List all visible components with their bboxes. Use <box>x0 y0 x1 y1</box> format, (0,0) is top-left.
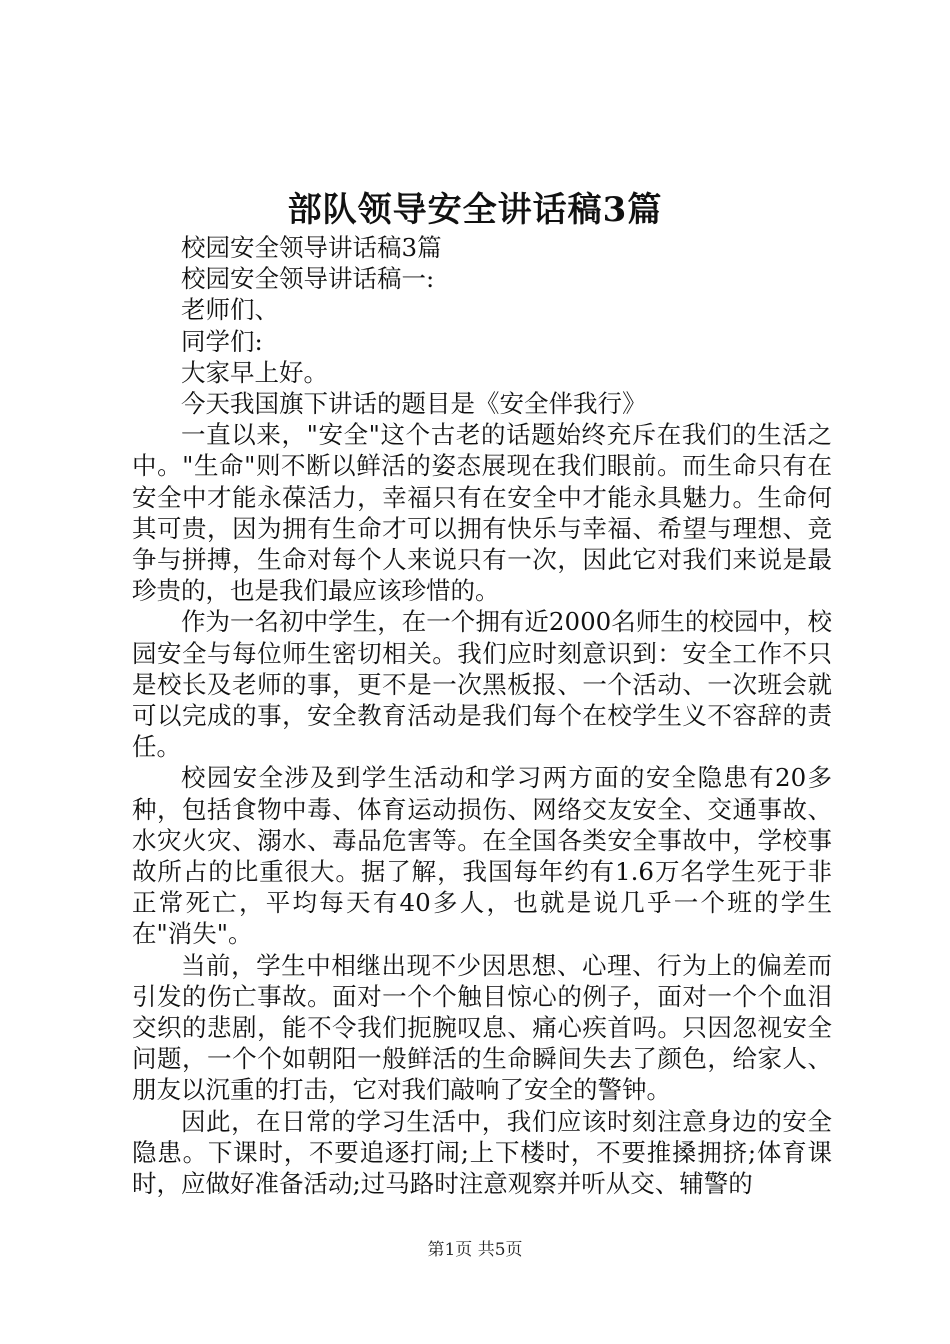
paragraph-heading: 校园安全领导讲话稿一: <box>181 264 435 294</box>
paragraph-body: 校园安全涉及到学生活动和学习两方面的安全隐患有20多种，包括食物中毒、体育运动损伤、网络交友安全、交通事故、水灾火灾、溺水、毒品危害等。在全国各类安全事故中，学校事故所占的比重很大。据了解，我国每年约有1.6万名学生死于非正常死亡，平均每天有40多人，也就是说几乎一个班的学生在"消失"。 <box>132 763 832 949</box>
document-title: 部队领导安全讲话稿3篇 <box>287 190 663 230</box>
paragraph-body: 作为一名初中学生，在一个拥有近2000名师生的校园中，校园安全与每位师生密切相关。我们应时刻意识到：安全工作不只是校长及老师的事，更不是一次黑板报、一个活动、一次班会就可以完成的事，安全教育活动是我们每个在校学生义不容辞的责任。 <box>132 607 832 762</box>
paragraph-good-morning: 大家早上好。 <box>181 357 328 387</box>
paragraph-greeting-teachers: 老师们、 <box>181 295 279 325</box>
paragraph-body: 一直以来，"安全"这个古老的话题始终充斥在我们的生活之中。"生命"则不断以鲜活的姿态展现在我们眼前。而生命只有在安全中才能永葆活力，幸福只有在安全中才能永具魅力。生命何其可贵，因为拥有生命才可以拥有快乐与幸福、希望与理想、竞争与拼搏，生命对每个人来说只有一次，因此它对我们来说是最珍贵的，也是我们最应该珍惜的。 <box>132 420 832 606</box>
page-number-footer: 第1页 共5页 <box>427 1240 523 1260</box>
paragraph-topic: 今天我国旗下讲话的题目是《安全伴我行》 <box>181 389 647 419</box>
paragraph-subtitle: 校园安全领导讲话稿3篇 <box>181 233 442 262</box>
paragraph-body: 因此，在日常的学习生活中，我们应该时刻注意身边的安全隐患。下课时，不要追逐打闹;上下楼时，不要推搡拥挤;体育课时，应做好准备活动;过马路时注意观察并听从交、辅警的 <box>132 1106 832 1199</box>
paragraph-body: 当前，学生中相继出现不少因思想、心理、行为上的偏差而引发的伤亡事故。面对一个个触目惊心的例子，面对一个个血泪交织的悲剧，能不令我们扼腕叹息、痛心疾首吗。只因忽视安全问题，一个个如朝阳一般鲜活的生命瞬间失去了颜色，给家人、朋友以沉重的打击，它对我们敲响了安全的警钟。 <box>132 950 832 1105</box>
paragraph-greeting-students: 同学们: <box>181 326 263 356</box>
document-body <box>132 232 832 1199</box>
